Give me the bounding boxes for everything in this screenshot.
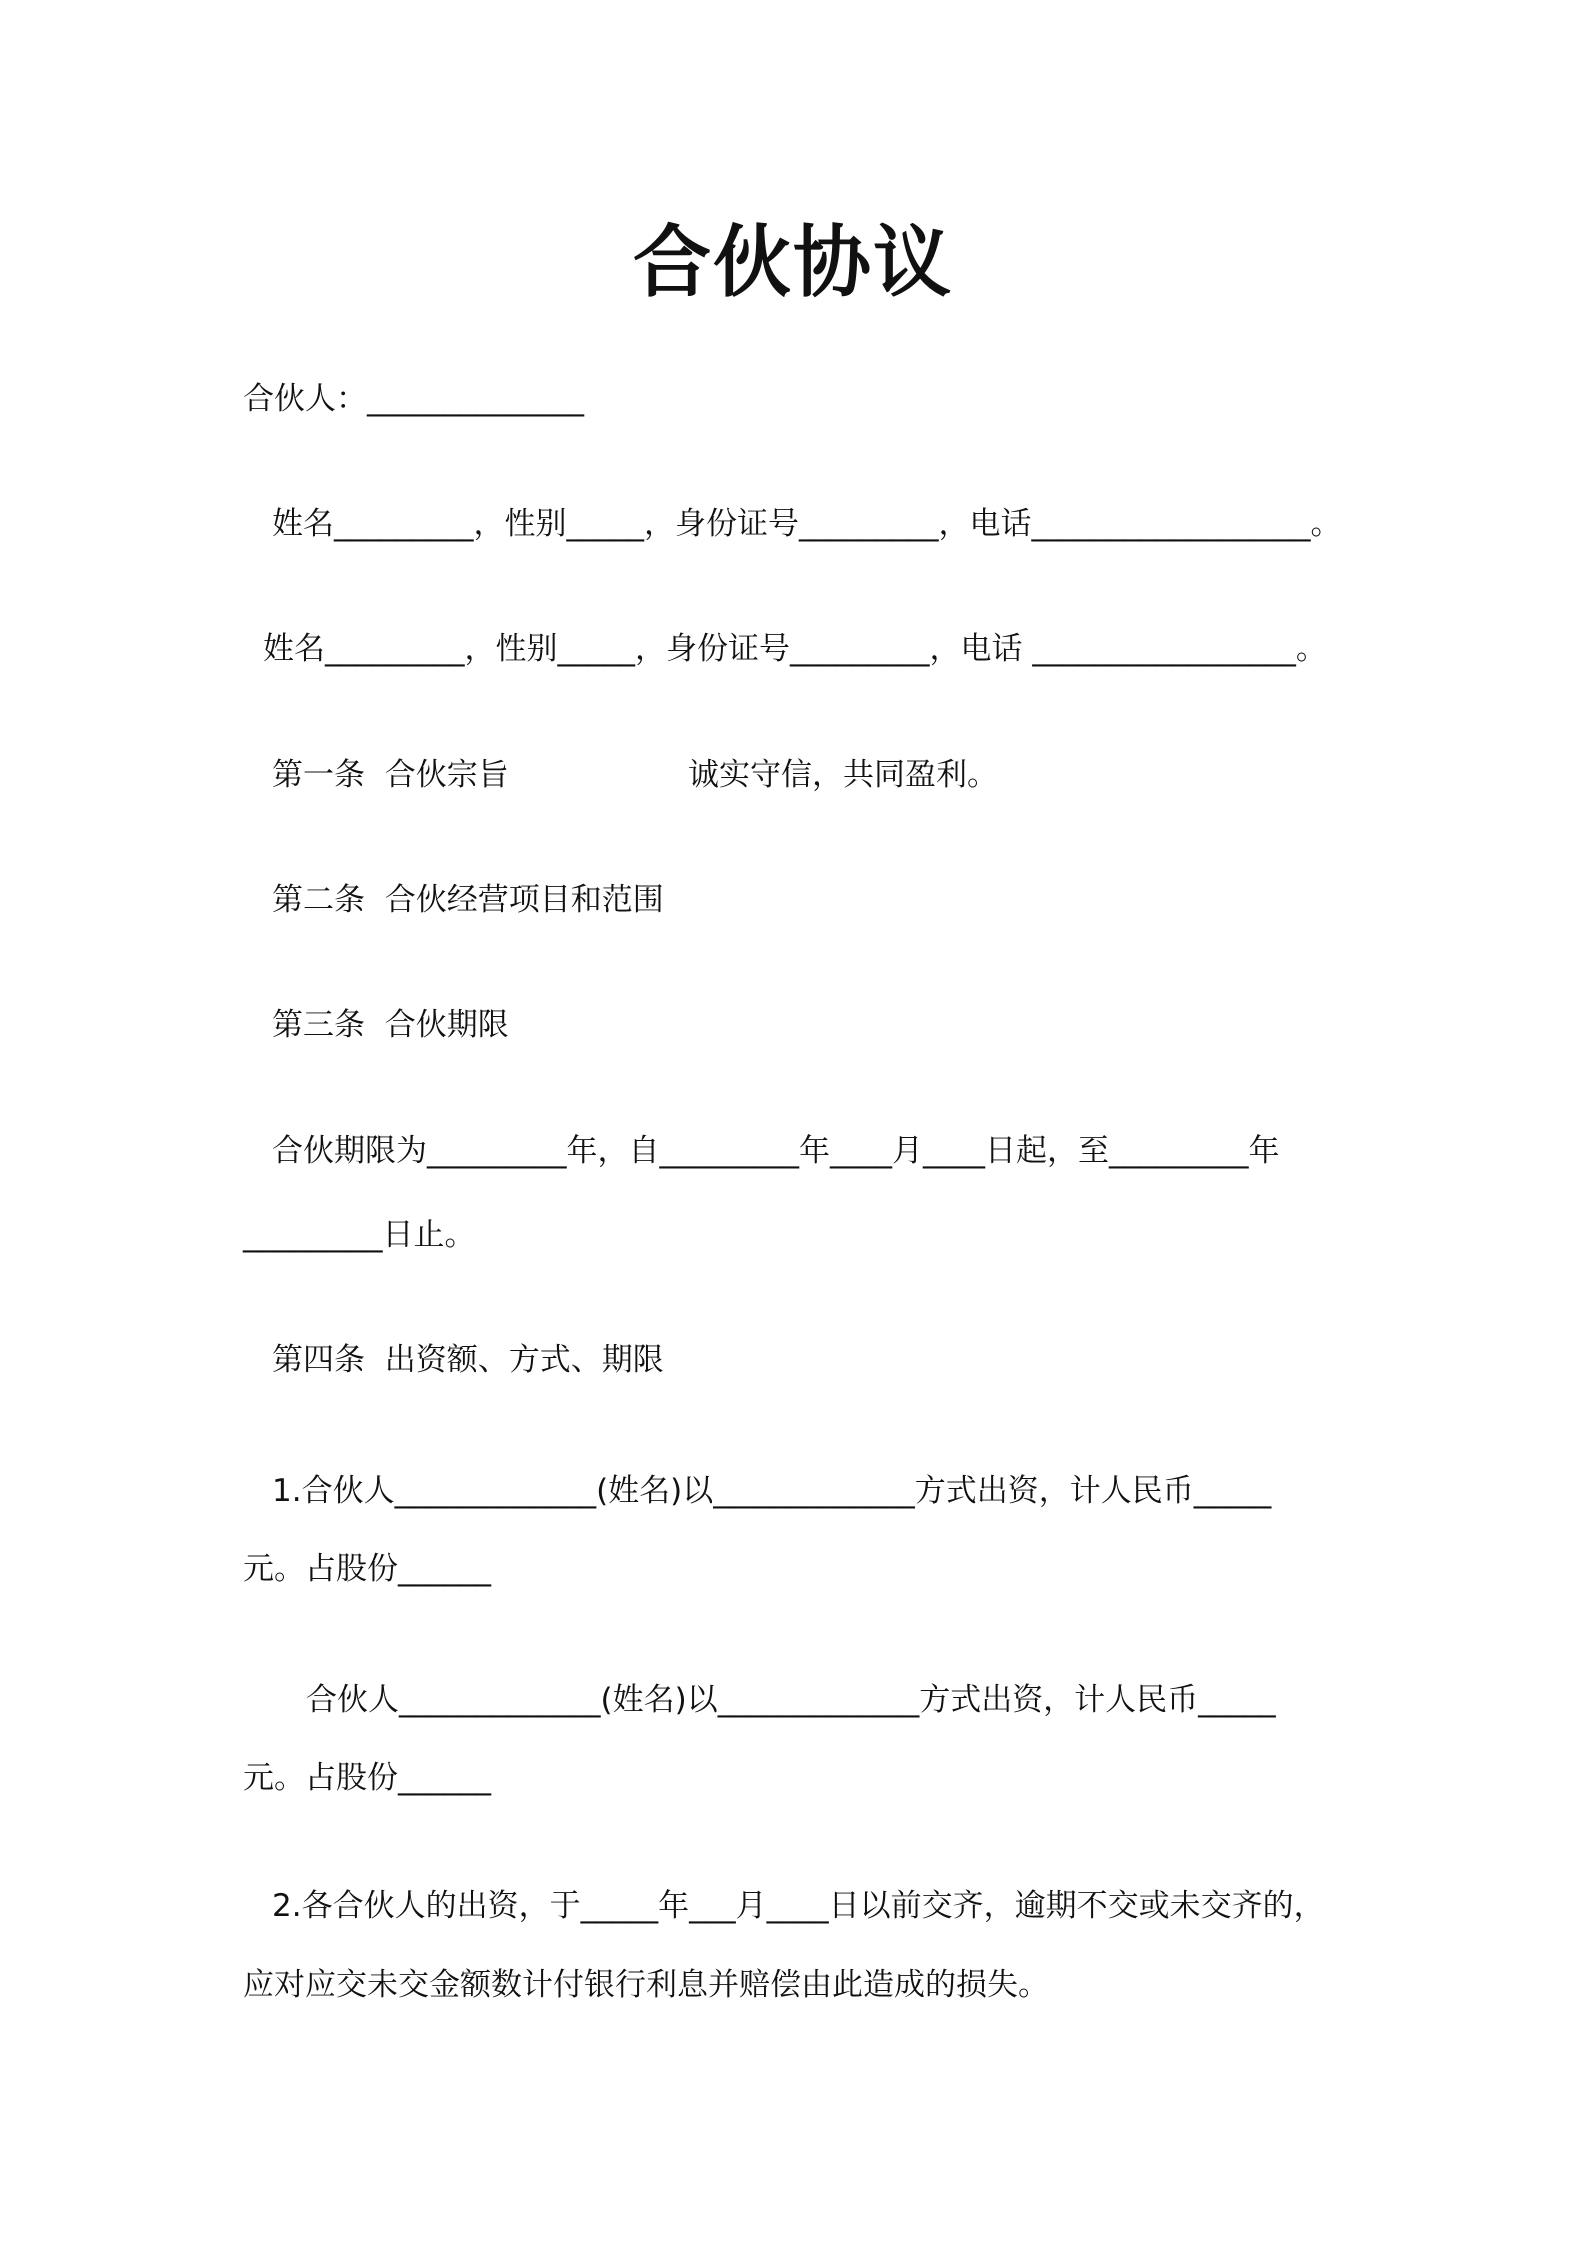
- article-2-heading: 第二条 合伙经营项目和范围: [272, 882, 664, 918]
- article-3-term-line-1: 合伙期限为_________年，自_________年____月____日起，至_________年: [272, 1133, 1280, 1169]
- article-4-heading: 第四条 出资额、方式、期限: [272, 1342, 664, 1378]
- clause-2-line-2: 应对应交未交金额数计付银行利息并赔偿由此造成的损失。: [243, 1967, 1049, 2003]
- partner-info-line-1: 姓名_________，性别_____，身份证号_________，电话__________________。: [272, 506, 1342, 542]
- partner-info-line-2: 姓名_________，性别_____，身份证号_________，电话 _________________。: [263, 631, 1327, 667]
- document-title: 合伙协议: [632, 218, 953, 308]
- article-3-term-line-2: _________日止。: [243, 1217, 476, 1253]
- clause-1-line-1: 1.合伙人_____________(姓名)以_____________方式出资，计人民币_____: [272, 1473, 1272, 1509]
- partners-header: 合伙人：______________: [243, 381, 584, 417]
- clause-1b-line-1: 合伙人_____________(姓名)以_____________方式出资，计人民币_____: [306, 1682, 1276, 1718]
- article-1-heading: 第一条 合伙宗旨: [272, 757, 509, 793]
- clause-1-line-2: 元。占股份______: [243, 1551, 491, 1587]
- clause-2-line-1: 2.各合伙人的出资，于_____年___月____日以前交齐，逾期不交或未交齐的，: [272, 1888, 1325, 1924]
- clause-1b-line-2: 元。占股份______: [243, 1760, 491, 1796]
- article-1-text: 诚实守信，共同盈利。: [688, 757, 998, 793]
- article-3-heading: 第三条 合伙期限: [272, 1007, 509, 1043]
